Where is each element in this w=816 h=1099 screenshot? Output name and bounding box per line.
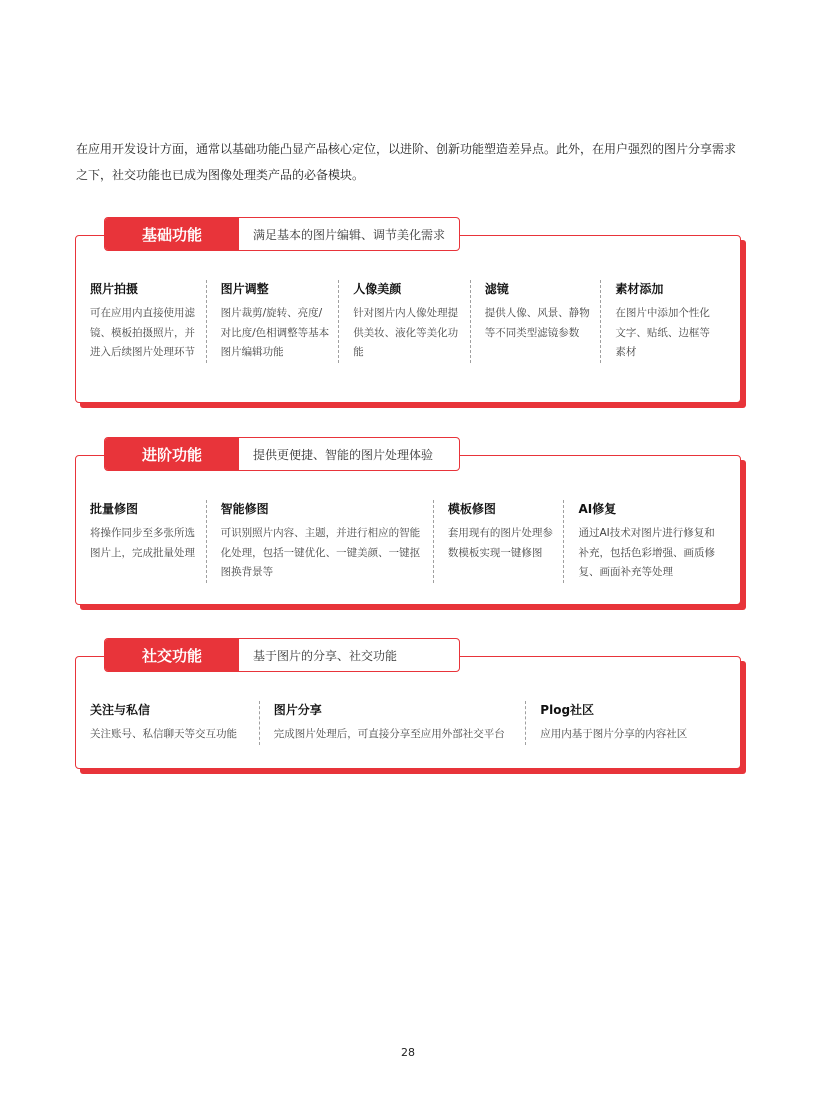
page-number: 28	[401, 1046, 415, 1059]
feature-item	[601, 280, 726, 363]
feature-item	[207, 280, 340, 363]
feature-item	[207, 500, 434, 583]
section-header	[104, 217, 460, 251]
feature-desc: 可在应用内直接使用滤镜、模板拍摄照片，并进入后续图片处理环节	[90, 307, 195, 358]
feature-item	[90, 280, 207, 363]
feature-desc: 应用内基于图片分享的内容社区	[540, 728, 688, 740]
section-title: 进阶功能	[105, 438, 239, 470]
feature-item	[526, 701, 726, 745]
feature-title: 人像美颜	[353, 282, 402, 296]
feature-desc: 将操作同步至多张所选图片上，完成批量处理	[90, 527, 195, 559]
feature-desc: 在图片中添加个性化文字、贴纸、边框等素材	[615, 307, 710, 358]
feature-desc: 关注账号、私信聊天等交互功能	[90, 728, 237, 740]
section-basic-features	[75, 225, 741, 403]
feature-desc: 提供人像、风景、静物等不同类型滤镜参数	[484, 307, 590, 339]
feature-desc: 套用现有的图片处理参数模板实现一键修图	[447, 527, 553, 559]
feature-title: AI修复	[578, 502, 617, 516]
feature-title: 智能修图	[220, 502, 269, 516]
intro-paragraph: 在应用开发设计方面，通常以基础功能凸显产品核心定位，以进阶、创新功能塑造差异点。此外，在用户强烈的图片分享需求之下，社交功能也已成为图像处理类产品的必备模块。	[76, 142, 737, 182]
feature-title: 滤镜	[484, 282, 509, 296]
section-advanced-features	[75, 445, 741, 605]
feature-item	[434, 500, 565, 583]
feature-item	[339, 280, 471, 363]
feature-item	[260, 701, 527, 745]
feature-title: 模板修图	[447, 502, 496, 516]
feature-item	[90, 701, 260, 745]
section-title: 社交功能	[105, 639, 239, 671]
feature-item	[564, 500, 726, 583]
feature-item	[90, 500, 207, 583]
feature-title: 图片调整	[220, 282, 269, 296]
section-card	[75, 455, 741, 605]
feature-title: 照片拍摄	[90, 282, 139, 296]
feature-columns	[90, 500, 726, 583]
section-card	[75, 656, 741, 769]
feature-title: Plog社区	[540, 703, 595, 717]
section-subtitle: 基于图片的分享、社交功能	[253, 648, 398, 663]
section-card	[75, 235, 741, 403]
section-social-features	[75, 646, 741, 769]
feature-title: 关注与私信	[90, 703, 151, 717]
feature-title: 批量修图	[90, 502, 139, 516]
section-title: 基础功能	[105, 218, 239, 250]
section-subtitle: 满足基本的图片编辑、调节美化需求	[253, 227, 446, 242]
feature-desc: 针对图片内人像处理提供美妆、液化等美化功能	[353, 307, 459, 358]
feature-item	[471, 280, 602, 363]
feature-columns	[90, 280, 726, 363]
section-header	[104, 437, 460, 471]
section-header	[104, 638, 460, 672]
feature-desc: 图片裁剪/旋转、亮度/对比度/色相调整等基本图片编辑功能	[220, 307, 330, 358]
feature-desc: 完成图片处理后，可直接分享至应用外部社交平台	[273, 728, 505, 740]
section-subtitle: 提供更便捷、智能的图片处理体验	[253, 447, 434, 462]
feature-title: 素材添加	[615, 282, 664, 296]
feature-columns	[90, 701, 726, 745]
feature-desc: 可识别照片内容、主题，并进行相应的智能化处理，包括一键优化、一键美颜、一键抠图换背景等	[220, 527, 421, 578]
feature-desc: 通过AI技术对图片进行修复和补充，包括色彩增强、画质修复、画面补充等处理	[578, 527, 715, 578]
feature-title: 图片分享	[273, 703, 322, 717]
